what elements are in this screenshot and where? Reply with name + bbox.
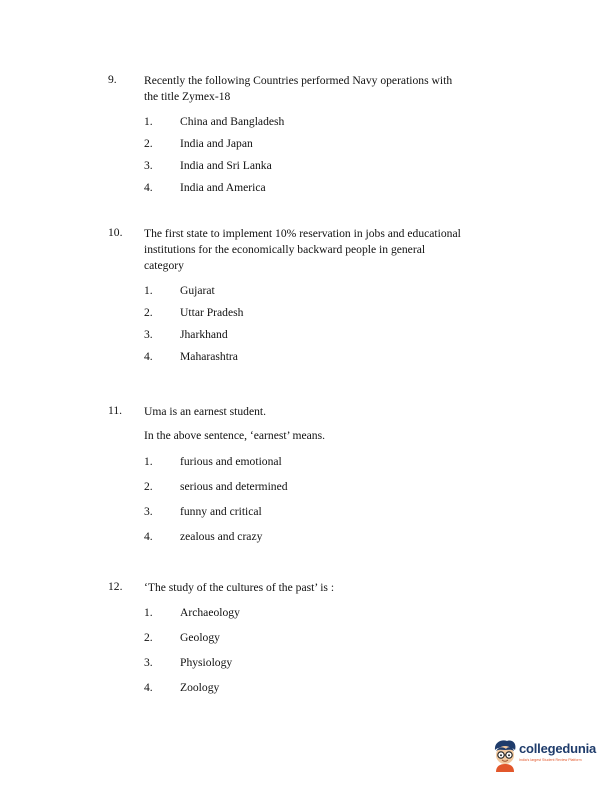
option-number: 1. — [144, 606, 153, 619]
option-item — [0, 284, 612, 300]
option-number: 4. — [144, 681, 153, 694]
option-item — [0, 505, 612, 521]
option-number: 3. — [144, 159, 153, 172]
logo-tagline: India's largest Student Review Platform — [519, 758, 582, 762]
option-number: 1. — [144, 284, 153, 297]
question-number: 11. — [108, 404, 123, 417]
option-number: 4. — [144, 181, 153, 194]
option-item — [0, 530, 612, 546]
question-line: The first state to implement 10% reservation in jobs and educational — [144, 227, 461, 240]
option-number: 2. — [144, 631, 153, 644]
question-text — [144, 226, 514, 274]
option-text: Zoology — [180, 681, 220, 694]
option-number: 3. — [144, 656, 153, 669]
logo-name: collegedunia — [519, 741, 597, 756]
option-number: 3. — [144, 505, 153, 518]
question-line: ‘The study of the cultures of the past’ is : — [144, 581, 335, 594]
option-item — [0, 681, 612, 697]
question-line: the title Zymex-18 — [144, 90, 231, 103]
question-number: 9. — [108, 73, 117, 86]
option-item — [0, 181, 612, 197]
option-number: 2. — [144, 306, 153, 319]
option-number: 4. — [144, 350, 153, 363]
question-number: 12. — [108, 580, 123, 593]
option-text: serious and determined — [180, 480, 288, 493]
option-text: Gujarat — [180, 284, 215, 297]
option-item — [0, 656, 612, 672]
mascot-icon — [490, 738, 520, 772]
option-text: Physiology — [180, 656, 233, 669]
question-text — [144, 404, 514, 420]
option-text: funny and critical — [180, 505, 262, 518]
question-line: institutions for the economically backward people in general — [144, 243, 426, 256]
question-line: category — [144, 259, 184, 272]
option-text: Archaeology — [180, 606, 240, 619]
option-item — [0, 137, 612, 153]
question-text — [144, 73, 514, 105]
option-text: Uttar Pradesh — [180, 306, 244, 319]
option-number: 2. — [144, 480, 153, 493]
option-number: 3. — [144, 328, 153, 341]
option-item — [0, 350, 612, 366]
option-text: Maharashtra — [180, 350, 238, 363]
option-item — [0, 115, 612, 131]
option-text: Jharkhand — [180, 328, 228, 341]
question-line: Uma is an earnest student. — [144, 405, 267, 418]
option-text: India and Japan — [180, 137, 253, 150]
option-text: furious and emotional — [180, 455, 282, 468]
option-number: 2. — [144, 137, 153, 150]
question-line: Recently the following Countries performed Navy operations with — [144, 74, 453, 87]
option-text: zealous and crazy — [180, 530, 263, 543]
option-item — [0, 631, 612, 647]
option-item — [0, 306, 612, 322]
option-item — [0, 159, 612, 175]
option-text: India and America — [180, 181, 266, 194]
question-subtext: In the above sentence, ‘earnest’ means. — [144, 429, 326, 442]
option-item — [0, 606, 612, 622]
question-text — [144, 580, 514, 596]
option-text: Geology — [180, 631, 220, 644]
option-item — [0, 328, 612, 344]
question-number: 10. — [108, 226, 123, 239]
option-number: 1. — [144, 455, 153, 468]
option-item — [0, 455, 612, 471]
option-number: 4. — [144, 530, 153, 543]
option-text: China and Bangladesh — [180, 115, 285, 128]
collegedunia-logo — [490, 738, 602, 772]
option-number: 1. — [144, 115, 153, 128]
option-text: India and Sri Lanka — [180, 159, 272, 172]
option-item — [0, 480, 612, 496]
